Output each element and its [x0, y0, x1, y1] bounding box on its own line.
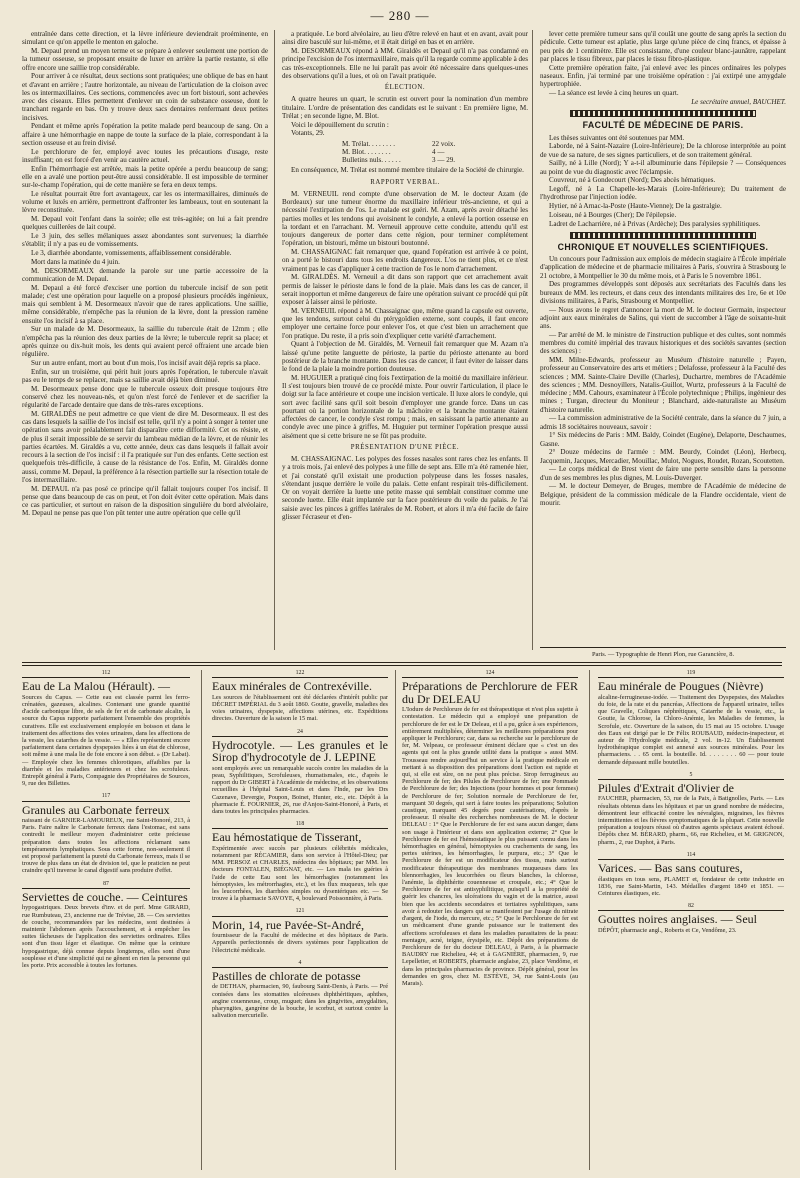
ad-headline: Hydrocotyle. — Les granules et le Sirop d'hydrocotyle de J. LEPINE: [212, 737, 388, 765]
paragraph: M. Depaul voit l'enfant dans la soirée; elle est très-agitée; on lui a fait prendre quelques cuillerées de lait coupé.: [22, 215, 268, 232]
column-divider: [274, 30, 275, 650]
vote-label: M. Trélat. . . . . . . .: [342, 139, 396, 148]
paragraph: Quant à l'objection de M. Giraldès, M. Verneuil fait remarquer que M. Azam n'a laissé qu'une petite languette de périoste, la partie du périoste attenante au bord postérieur de la branche montante. Dans les cas de cancer, il faut éviter de laisser dans le fond de la plaie la moindre portion douteuse.: [282, 340, 528, 373]
advertisement: [212, 821, 388, 902]
ad-number: 87: [22, 881, 190, 889]
paragraph: Les thèses suivantes ont été soutenues par MM.: [549, 133, 685, 142]
ad-headline: Préparations de Perchlorure de FER du Dr DELEAU: [402, 679, 578, 706]
ad-body: FAUCHER, pharmacien, 53, rue de la Paix, à Batignolles, Paris. — Les résultats obtenus dans les hôpitaux et par un grand nombre de médecins, démontrent leur efficacité contre les névralgies, migraines, les fièvres intermittentes et les fièvres symptomatiques de la plupart. Cette nouvelle préparation a toujours réussi où d'autres agents spéciaux avaient échoué. Dépôts chez M. BÉRARD, pharm., 66, rue Richelieu, et M. GRIGNON, pharm., 2, rue Duphot, à Paris.: [598, 795, 784, 846]
vote-tally: [342, 140, 528, 165]
paragraph: Des programmes développés sont déposés aux secrétariats des Facultés dans les bureaux de MM. les recteurs, et dans ceux des intendants militaires des 1re, 6e et 10e divisions militaires, à Paris, Strasbourg et Montpellier.: [540, 280, 786, 305]
paragraph: M. VERNEUIL rend compte d'une observation de M. le docteur Azam (de Bordeaux) sur une tumeur énorme du maxillaire inférieur très-ancienne, et qui a nécessité l'extirpation de l'os. Le malade est guéri. M. Azam, après avoir détaché les parties molles et les tendons qui avoisinent le condyle, a enlevé la portion osseuse en la tordant et en l'arrachant. M. Verneuil approuve cette conduite, attendu qu'il est toujours dangereux de porter dans cette région, pour terminer complétement l'opération, un bistouri, même un bistouri boutonné.: [282, 189, 528, 248]
presentation-heading: PRÉSENTATION D'UNE PIÈCE.: [350, 443, 460, 451]
paragraph: Hytier, né à Arnac-la-Poste (Haute-Vienne); De la gastralgie.: [549, 202, 722, 210]
advertisement: [212, 729, 388, 816]
paragraph: Le perchlorure de fer, employé avec toutes les précautions d'usage, reste insuffisant; on est forcé d'en venir au cautère actuel.: [22, 147, 268, 164]
vote-row: [342, 156, 528, 164]
paragraph: Pendant et même après l'opération la petite malade perd beaucoup de sang. On a affaire à une hémorrhagie en nappe de toute la surface de la plaie, correspondant à la section osseuse et au frein divisé.: [22, 122, 268, 147]
advertisement: [22, 793, 190, 874]
page-number: — 280 —: [370, 8, 430, 23]
paragraph: A quatre heures un quart, le scrutin est ouvert pour la nomination d'un membre titulaire. L'ordre de présentation des candidats est le suivant : En première ligne, M. Trélat ; en seconde ligne, M. Blot.: [282, 95, 528, 120]
paragraph: M. GIRALDÈS. M. Verneuil a dit dans son rapport que cet arrachement avait permis de laisser le périoste dans le fond de la plaie. Mais dans les cas de cancer, il serait inopportun et même dangereux de faire une opération suivant ce procédé qui pût exposer à laisser ainsi le périoste.: [282, 273, 528, 306]
ad-number: 122: [212, 670, 388, 678]
paragraph: — Le corps médical de Brest vient de faire une perte sensible dans la personne d'un de ses membres les plus dignes, M. Louis-Duverger.: [540, 465, 786, 482]
advertisement: [212, 960, 388, 1020]
advertisement: [22, 670, 190, 787]
ad-headline: Serviettes de couche. — Ceintures: [22, 889, 188, 904]
paragraph: M. DEPAUL n'a pas posé ce principe qu'il fallait toujours couper l'os incisif. Il pense que dans beaucoup de cas on peut, et l'on doit éviter cette opération. Mais dans ce cas particulier, et surtout en raison de la disposition singulière du bord alvéolaire, M. Depaul ne pense pas que l'on pût tenter une autre opération que celle qu'il: [22, 484, 268, 518]
paragraph: 1° Six médecins de Paris : MM. Baldy, Coindet (Eugène), Delaporte, Deschaumes, Gasne.: [540, 431, 786, 448]
vote-label: M. Blot. . . . . . . .: [342, 147, 391, 156]
paragraph: Ladret de Lacharrière, né à Privas (Ardèche); Des paralysies syphilitiques.: [549, 219, 761, 228]
paragraph: Voici le dépouillement du scrutin :: [291, 120, 389, 129]
ad-headline: Varices. — Bas sans coutures,: [598, 861, 743, 876]
paragraph: Legoff, né à La Chapelle-les-Marais (Loire-Inférieure); Du traitement de l'hydrothrose par l'injection iodée.: [540, 185, 786, 202]
faculte-heading: FACULTÉ DE MÉDECINE DE PARIS.: [582, 120, 744, 131]
election-heading: ÉLECTION.: [384, 84, 426, 91]
paragraph: M. Depaul prend un moyen terme et se prépare à enlever seulement une portion de la tumeur osseuse, se proposant ensuite de luxer en arrière la partie restante, si elle offre encore une saillie trop considérable.: [22, 47, 268, 72]
printer-footer: Paris. — Typographie de Henri Plon, rue Garancière, 8.: [540, 647, 786, 658]
paragraph: 2° Douze médecins de l'armée : MM. Beurdy, Coindet (Léon), Herbecq, Jacquemin, Jacques, Mercadier, Mouillac, Mulot, Nogues, Roudet, Rozan, Scoutetten.: [540, 448, 786, 465]
ad-number: 121: [212, 908, 388, 916]
ad-body: fournisseur de la Faculté de médecine et des hôpitaux de Paris. Appareils perfectionnés de divers systèmes pour l'application de l'électricité médicale.: [212, 932, 388, 954]
paragraph: M. GIRALDÈS ne peut admettre ce que vient de dire M. Desormeaux. Il est des cas dans lesquels la saillie de l'os incisif est telle, qu'il n'y a point à songer à tenter une opération sans avoir préalablement fait disparaître cette difformité. Cet os résiste, et de plus il serait impossible de se servir du lambeau médian de la lèvre, et de réunir les parties écartées. M. Giraldès a vu, cette année, deux cas dans lesquels il fallait avoir recours à la section de l'os incisif : il l'a pratiquée sur l'un des enfants. Cette section est quelquefois très-difficile, à cause de la résistance de l'os. Enfin, M. Giraldès donne aussi, comme M. Depaul, la préférence à la résection partielle sur la résection totale de l'os intermaxillaire.: [22, 409, 268, 484]
paragraph: Laborde, né à Saint-Nazaire (Loire-Inférieure); De la chlorose interprétée au point de vue de sa nature, de ses signes particuliers, et de son traitement général.: [540, 142, 786, 159]
ad-number: 117: [22, 793, 190, 801]
paragraph: lever cette première tumeur sans qu'il coulât une goutte de sang après la section du pédicule. Cette tumeur est aplatie, plus large qu'une pièce de cinq francs, et épaisse à peu près de 1 centimètre. Elle est consistante, d'une couleur blanc-jaunâtre, rappelant par places le tissu fibreux, par places le tissu fibro-plastique.: [540, 30, 786, 63]
ad-body: naissant de GARNIER-LAMOUREUX, rue Saint-Honoré, 213, à Paris. Faire naître le Carbonate ferreux dans l'estomac, est sans contredit le meilleur moyen d'administrer cette précieuse préparation dans toutes les affections réclamant sans tempéraments lymphatiques. Sous cette forme, non-seulement il est proposé parfaitement la pureté du Carbonate ferreux, mais il se trouve de plus dans un état de division tel, que le praticien ne peut craindre qu'il traverse le canal digestif sans produire d'effet.: [22, 817, 190, 875]
ad-number: 118: [212, 821, 388, 829]
ad-body: alcaline-ferrugineuse-iodée. — Traitement des Dyspepsies, des Maladies du foie, de la rate et du pancréas, Affections de l'appareil urinaire, telles que Gravelle, Coliques néphrétiques, Catarrhe de la vessie, etc., la Goutte, la Chlorose, la Chloro-Anémie, les Maladies de femmes, la Scrofule, etc. Ouverture de la saison, du 15 mai au 15 octobre. L'usage des Eaux est dirigé par le Dr Félix ROUBAUD, médecin-inspecteur, et auteur de l'Hydrologie médicale, 2 vol. in-12. Un Établissement hydrothérapique complet est annexé aux sources minérales. Pour les pharmaciens. . . 65 cent. la bouteille. Id. . . . . . . . 60 — pour toute demande dépassant mille bouteilles.: [598, 693, 784, 766]
ad-column-3: [402, 670, 578, 1170]
paragraph: Sur un malade de M. Desormeaux, la saillie du tubercule était de 12mm ; elle n'empêcha pas la réunion des deux parties de la lèvre; le tubercule reprit sa place; et après quinze ou dix-huit mois, les dents qui avaient percé offraient une arcade bien régulière.: [22, 325, 268, 358]
paragraph: M. CHASSAIGNAC. Les polypes des fosses nasales sont rares chez les enfants. Il y a trois mois, j'ai enlevé des polypes à une fille de sept ans. Elle m'a été ramenée hier, et j'ai constaté qu'il existait une production polypeuse dans les fosses nasales, s'étendant jusque derrière le voile du palais. Cette enfant respirait très-difficilement. Or on voyait derrière la luette une petite masse qui semblait constituer comme une seconde luette. Elle était implantée sur la face postérieure du voile du palais. Je l'ai saisie avec les pinces à griffes latérales de M. Robert, et alors il m'a été facile de faire glisser l'écraseur et d'en-: [282, 455, 528, 521]
ad-body: hypogastriques. Deux brevets d'inv. et de perf. Mme GIRARD, rue Rumbuteau, 23, ancienne rue de Trévise, 28. — Ces serviettes de couche, recommandées par les médecins, sont destinées à maintenir l'abdomen après l'accouchement, et à empêcher les suites fâcheuses de l'application des serviettes ordinaires. Elles sont d'un tissu léger et élastique. On même que la ceinture hypogastrique, déjà connue depuis longtemps, elles sont d'une souplesse et d'une simplicité qui ne gênent en rien la personne qui les porte. Prix accessible à toutes les fortunes.: [22, 904, 190, 969]
paragraph: Sailly, né à Lille (Nord); Y a-t-il albuminurie dans l'épilepsie ? — Conséquences au point de vue du diagnostic avec l'éclampsie.: [540, 159, 786, 176]
paragraph: Couvreur, né à Gondecourt (Nord); Des abcès hématiques.: [549, 176, 716, 185]
paragraph: MM. Milne-Edwards, professeur au Muséum d'histoire naturelle ; Payen, professeur au Conservatoire des arts et métiers ; Delafosse, professeur à la Faculté des sciences ; MM. Sainte-Claire Deville (Charles), Duchartre, membres de l'Académie des sciences ; MM. Desnoyillers, Natalis-Guillot, Wurtz, professeurs à la Faculté de médecine ; MM. Cahours, examinateur à l'École polytechnique ; Philips, ingénieur des mines ; Turgan, directeur du Moniteur ; Blanchard, aide-naturaliste au Muséum d'histoire naturelle.: [540, 356, 786, 414]
ad-headline: Pilules d'Extrait d'Olivier de: [598, 780, 734, 795]
vote-row: [342, 148, 528, 156]
ad-number: 24: [212, 729, 388, 737]
ad-divider: [395, 670, 396, 1170]
paragraph: M. DESORMEAUX répond à MM. Giraldès et Depaul qu'il n'a pas condamné en principe l'excision de l'os intermaxillaire, mais qu'il la regarde comme applicable à des cas très-exceptionnels. Elle ne lui paraît pas avoir été nécessaire dans quelques-unes des observations qu'il a lues, et où on l'avait pratiquée.: [282, 47, 528, 80]
ad-body: de DETHAN, pharmacien, 90, faubourg Saint-Denis, à Paris. — Pré conisées dans les stomatites ulcéreuses diphthéritiques, aphthes, angine couenneuse, croup, muguet; dans les gingivites, amygdalites, pharyngites, gangrène de la bouche, le scorbut, et surtout contre la salivation mercurielle.: [212, 983, 388, 1020]
paragraph: Un concours pour l'admission aux emplois de médecin stagiaire à l'École impériale d'application de médecine et de pharmacie militaires à Paris, s'ouvrira à Strasbourg le 21 octobre, à Montpellier le 30 du même mois, et à Paris le 5 novembre 1861.: [540, 255, 786, 280]
vote-count: 22 voix.: [432, 139, 456, 148]
column-divider: [532, 30, 533, 650]
paragraph: — Par arrêté de M. le ministre de l'instruction publique et des cultes, sont nommés membres du comité impérial des travaux historiques et des sociétés savantes (section des sciences) :: [540, 330, 786, 356]
paragraph: Pour arriver à ce résultat, deux sections sont pratiquées; une oblique de bas en haut et d'avant en arrière ; l'autre horizontale, au niveau de l'articulation de la cloison avec les os intermaxillaires. Ces sections, commencées avec un fort bistouri, sont achevées avec des ciseaux. Elles permettent d'enlever un coin de substance osseuse, dont le tranchant regarde en bas. On y trouve deux sacs dentaires renfermant deux petites incisives.: [22, 72, 268, 122]
chronique-heading: CHRONIQUE ET NOUVELLES SCIENTIFIQUES.: [557, 241, 769, 252]
ad-headline: Gouttes noires anglaises. — Seul: [598, 912, 757, 927]
secretary-signature: Le secrétaire annuel, BAUCHET.: [691, 98, 786, 106]
paragraph: Loiseau, né à Bourges (Cher); De l'épilepsie.: [549, 210, 677, 219]
paragraph: Enfin l'hémorrhagie est arrêtée, mais la petite opérée a perdu beaucoup de sang; elle en a avalé une portion peut-être aussi considérable. Il est impossible de terminer sur-le-champ l'opération, qui de cette manière se fera en deux temps.: [22, 164, 268, 189]
paragraph: M. VERNEUIL répond à M. Chassaignac que, même quand la capsule est ouverte, que les tendons, surtout celui du ptérygoïdien externe, sont coupés, il faut encore employer une certaine force pour enlever l'os, et que c'est bien un arrachement que l'on pratique. Du reste, il a pris soin d'expliquer cette variété d'arrachement.: [282, 306, 528, 340]
ad-headline: Eaux minérales de Contrexéville.: [212, 679, 372, 694]
ad-headline: Pastilles de chlorate de potasse: [212, 968, 361, 983]
paragraph: — M. le docteur Demeyer, de Bruges, membre de l'Académie de médecine de Belgique, président de la commission médicale de la Flandre occidentale, vient de mourir.: [540, 482, 786, 507]
ad-body: Expérimentée avec succès par plusieurs célébrités médicales, notamment par RÉCAMIER, dans son service à l'Hôtel-Dieu; par MM. PERSOZ et CHARLES, médecins des hôpitaux; par MM. les docteurs FONTALEN, BIÉGNAT, etc. — Les mala ies guéries à l'aide de cette Eau sont les hémorrhagies (notamment les hémoptysies, les métrorrhagies, etc.), et les flux muqueux, tels que les leucorrhées, les diarrhées simples ou dysentériques etc. — Se trouve à la pharmacie SAVOYE, 4, boulevard Poissonnière, à Paris.: [212, 844, 388, 903]
ad-body: Sources du Capus. — Cette eau est classée parmi les ferro-crénatées, gazeuses, alcalines. Contenant une grande quantité d'acide carbonique libre, de sels de fer et de carbonate alcalin, la source du Capus rapporte parfaitement l'ensemble des propriétés curatives. Elle est exclusivement employée en boisson et dans le traitement des affections des voies urinaires, dans les affections de la vessie, les catarrhes de la vessie. — « Elles représentent encore parfaitement dans certaines dyspepsies liées à un état de chlorose, soit même à une mala lie de foie encore à son début. » (Dr Labat). — Employée chez les femmes chlorotiques, affaiblies par la diarrhée et les maladies antérieures et chez les scrofuleux. Entrepôt général à Paris, Compagnie des Propriétaires de Sources, 9, rue des Billettes.: [22, 693, 190, 788]
paragraph: entraînée dans cette direction, et la lèvre inférieure deviendrait proéminente, en simulant ce qu'on appelle le menton en galoche.: [22, 30, 268, 47]
vote-count: 3 — 29.: [432, 156, 456, 164]
advertisement-rule: [22, 662, 782, 666]
advertisement: [598, 670, 784, 766]
rapport-heading: RAPPORT VERBAL.: [370, 178, 440, 186]
ad-column-4: [598, 670, 784, 1170]
ad-body: sont employés avec un remarquable succès contre les maladies de la peau, Syphilitiques, Scrofuleuses, rhumatismales, etc., d'après le rapport du Dr GIBERT à l'Académie de médecine, et les observations recueillies à l'hôpital Saint-Louis et dans l'Inde, par les Drs Cazenave, Devergie, Poupon, Boinet, Hunter, etc., etc. Dépôt à la pharmacie É. FOURNIER, 26, rue d'Anjou-Saint-Honoré, à Paris, et dans toutes les principales pharmacies.: [212, 764, 388, 815]
ad-divider: [201, 670, 202, 1170]
paragraph: M. Desormeaux pense donc que le tubercule osseux doit presque toujours être conservé chez les nouveau-nés, et qu'on n'est forcé de l'enlever et de sacrifier la régularité de l'arcade dentaire que dans de très-rares exceptions.: [22, 384, 268, 409]
paragraph: — La commission administrative de la Société centrale, dans la séance du 7 juin, a admis 18 sociétaires nouveaux, savoir :: [540, 414, 786, 431]
paragraph: — La séance est levée à cinq heures un quart.: [549, 88, 679, 97]
paragraph: Votants, 29.: [291, 129, 325, 138]
advertisement: [402, 670, 578, 987]
vote-row: [342, 140, 528, 148]
column-3: [540, 30, 786, 670]
ad-number: 82: [598, 903, 784, 911]
advertisement: [212, 670, 388, 723]
ad-number: 124: [402, 670, 578, 678]
column-2: [282, 30, 528, 660]
advertisement: [598, 772, 784, 846]
ad-number: 114: [598, 852, 784, 860]
paragraph: Sur un autre enfant, mort au bout d'un mois, l'os incisif avait déjà repris sa place.: [31, 358, 261, 367]
ad-number: 4: [212, 960, 388, 968]
paragraph: Le résultat pourrait être fort avantageux, car les os intermaxillaires, diminués de volume et luxés en arrière, permettront d'affronter les lambeaux, tout en soutenant la lèvre reconstituée.: [22, 189, 268, 215]
ad-body: L'Iodure de Perchlorure de fer est thérapeutique et n'est plus sujette à contestation. Le médecin qui a employé une préparation de perchlorure de fer est le Dr Deleau, et il a pu, grâce à ses expériences, entièrement multipliées, déterminer les meilleures préparations pour appliquer le Perchlorure; car, dans sa recherche sur le perchlorure de fer, M. Velpeau, ce professeur éminent déclare que « c'est un des agents qui ont la plus grande utilité dans la pratique » aussi MM. Trousseau rendre aujourd'hui un service à la pratique médicale en mettant à sa disposition des préparations dont l'action est rapide et qui, si elle est sûre, on ne peut plus précise. Sirop ferrugineux au Perchlorure de fer; des Pilules de Perchlorure de fer; une Pommade de Perchlorure de fer; des Injections (pour hommes et pour femmes) de Perchlorure de fer; Solution normale de Perchlorure de fer, marquant 30 degrés, qui sert à faire toutes les préparations; Solution caustique, marquant 45 degrés pour cautérisations, d'après le professeur. Il résulte des recherches nombreuses de M. le docteur DELEAU : 1° Que le Perchlorure de fer est sans aucun danger, dans son usage à l'intérieur et dans son application externe; 2° Que le Perchlorure de fer est l'hémostatique le plus puissant connu dans les hémorrhagies en général, hémoptysies ou crachements de sang, les pertes utérines, les hémorrhagies, le purpura, etc.; 3° Que le Perchlorure de fer est un modificateur des tissus, mais surtout modificateur thérapeutique des membranes muqueuses dans les blennorrhagies, les leucorrhées ou fleurs blanches, la chlorose, l'anémie, la diphthérite couenneuse et croupale, etc.; 4° Que le Perchlorure de fer est antisyphilitique, puisqu'il a la propriété de guérir les chancres, les ulcérations du vagin et de la matrice, aussi bien que les accidents secondaires et tertiaires syphilitiques, sans avoir à redouter les dangers qui se manifestent par l'usage du nitrate d'argent, de l'iode, du mercure, etc.; 5° Que le Perchlorure de fer est un médicament d'une grande puissance sur le traitement des affections scrofuleuses et dans les maladies parasitaires de la peau: mentagre, acné, teigne, érysipèle, etc. Dépôt des préparations de Perchlorure de fer du docteur DELEAU, à Paris, à la pharmacie BAUDRY rue Richelieu, 44; et à GAGNIÈRE, pharmacien, 9, rue Lepelletier, et ROBERTS, pharmacie anglaise, 23, place Vendôme, et dans les principales pharmacies de province. Dépôt général, pour les demandes en gros, chez M. ESTÈVE, 34, rue Saint-Louis (au Marais).: [402, 706, 578, 987]
paragraph: Mort dans la matinée du 4 juin.: [31, 257, 120, 266]
advertisement: [212, 908, 388, 953]
ad-column-2: [212, 670, 388, 1170]
vote-count: 4 —: [432, 147, 445, 156]
ad-body: élastiques en tous sens, PLAMET et, fondateur de cette industrie en 1836, rue Saint-Martin, 143. Médailles d'argent 1849 et 1851. — Ceintures élastiques, etc.: [598, 875, 784, 897]
ad-headline: Eau de La Malou (Hérault). —: [22, 679, 170, 694]
election-result: En conséquence, M. Trélat est nommé membre titulaire de la Société de chirurgie.: [291, 166, 524, 175]
ad-headline: Granules au Carbonate ferreux: [22, 802, 170, 817]
column-1: [22, 30, 268, 660]
ornament-rule: [570, 232, 756, 239]
vote-label: Bulletins nuls. . . . . .: [342, 156, 401, 164]
paragraph: a pratiquée. Le bord alvéolaire, au lieu d'être relevé en haut et en avant, avait pour ainsi dire basculé sur lui-même, et il était dirigé en bas et en arrière.: [282, 30, 528, 47]
ad-number: 112: [22, 670, 190, 678]
paragraph: M. DESORMEAUX demande la parole sur une partie accessoire de la communication de M. Depaul.: [22, 266, 268, 283]
ad-number: 119: [598, 670, 784, 678]
paragraph: Le 3, diarrhée abondante, vomissements, affaiblissement considérable.: [31, 249, 232, 257]
ad-column-1: [22, 670, 190, 1170]
paragraph: Cette première opération faite, j'ai enlevé avec les pinces ordinaires les polypes naseaux. Enfin, j'ai terminé par une troisième opération : j'ai extirpé une amygdale hypertrophiée.: [540, 63, 786, 88]
ad-headline: Eau hémostatique de Tisserant,: [212, 830, 362, 845]
paragraph: M. CHASSAIGNAC fait remarquer que, quand l'opération est arrivée à ce point, on a porté le bistouri dans tous les endroits dangereux. L'os ne tient plus, et ce n'est vraiment pas le cas d'appliquer à cette traction de l'os le nom d'arrachement.: [282, 248, 528, 273]
advertisement: [598, 903, 784, 934]
paragraph: — Nous avons le regret d'annoncer la mort de M. le docteur Germain, inspecteur adjoint aux eaux minérales de Salins, qui vient de succomber à l'âge de soixante-huit ans.: [540, 305, 786, 330]
paragraph: M. HUGUIER a pratiqué cinq fois l'extirpation de la moitié du maxillaire inférieur. Il s'est toujours bien trouvé de ce procédé mixte. Pour ouvrir l'articulation, il place le doigt sur la face antérieure et coupe une incision verticale. Il luxe alors le condyle, qui sort avec facilité sans qu'il soit besoin d'employer une grande force. Dans un cas pourtant où la portion horizontale de la mâchoire et la branche montante étaient affectées de cancer, le condyle s'est rompu ; mais, en saisissant la partie attenante au condyle avec une pince à griffes, M. Huguier put terminer l'opération presque aussi aisément que si cette brisure ne se fût pas produite.: [282, 373, 528, 440]
ornament-rule: [570, 110, 756, 117]
paragraph: M. Depaul a été forcé d'exciser une portion du tubercule incisif de son petit malade; c'est une opération pour laquelle on a proposé plusieurs procédés ingénieux, mais qui semblent à M. Desormeaux n'avoir que de rares applications. Une saillie, même considérable, n'empêche pas la réunion de la lèvre, dont la pression ramène ensuite l'os incisif à sa place.: [22, 283, 268, 325]
ad-body: DÉPÔT, pharmacie angl., Roberts et Ce, Vendôme, 23.: [598, 926, 737, 934]
ad-body: Les sources de l'établissement ont été déclarées d'intérêt public par DÉCRET IMPÉRIAL du 3 août 1860. Goutte, gravelle, maladies des voies urinaires, dyspepsie, affections utérines, etc. Expéditions directes. Ouverture de la saison le 15 mai.: [212, 693, 388, 723]
advertisement: [22, 881, 190, 970]
ad-divider: [589, 670, 590, 1170]
ad-number: 5: [598, 772, 784, 780]
advertisement: [598, 852, 784, 897]
paragraph: Enfin, sur un troisième, qui périt huit jours après l'opération, le tubercule n'avait pas eu le temps de se replacer, mais sa saillie avait déjà bien diminué.: [22, 367, 268, 384]
ad-headline: Eau minérale de Pougues (Nièvre): [598, 679, 764, 694]
paragraph: Le 3 juin, des selles mélaniques assez abondantes sont survenues; la diarrhée s'établit; il n'y a pas eu de vomissements.: [22, 232, 268, 249]
ad-headline: Morin, 14, rue Pavée-St-André,: [212, 917, 364, 932]
